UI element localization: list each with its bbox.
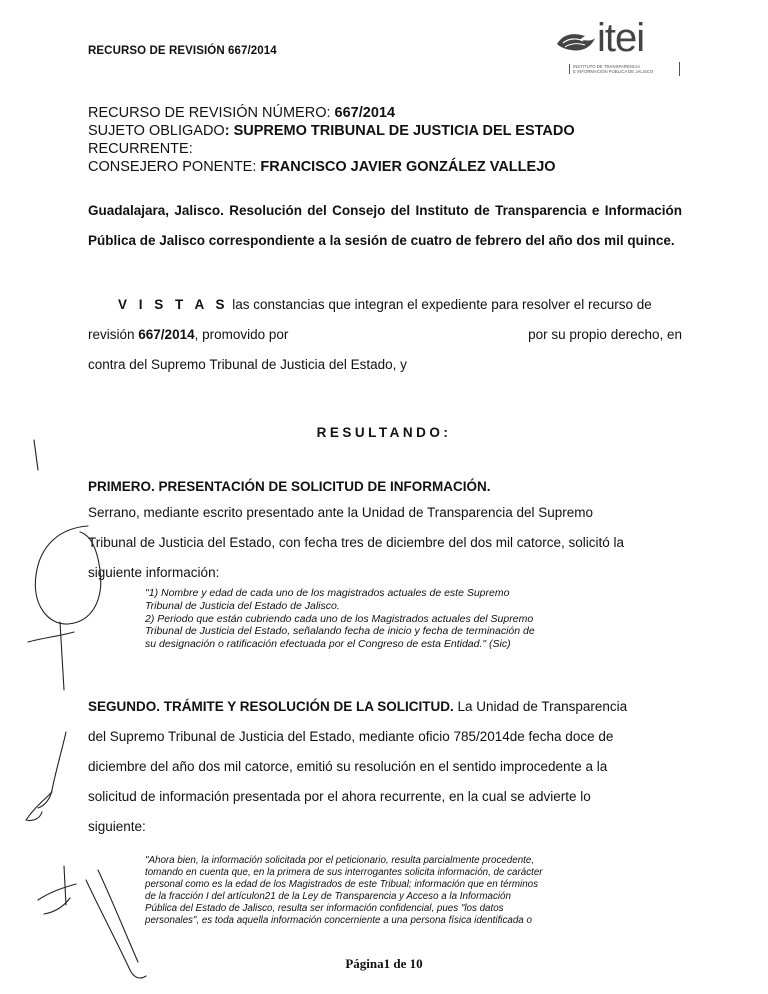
case-number-line	[88, 104, 708, 122]
quote-line: su designación o ratificación efectuada por el Congreso de esta Entidad." (Sic)	[145, 638, 511, 651]
page-total: 10	[409, 956, 423, 971]
signature-stroke	[60, 622, 64, 690]
logo-divider	[679, 62, 680, 76]
signature-stroke	[26, 812, 42, 821]
quote-line: Tribunal de Justicia del Estado, señalando fecha de inicio y fecha de terminación de	[145, 625, 535, 638]
segundo-title: SEGUNDO. TRÁMITE Y RESOLUCIÓN DE LA SOLICITUD.	[88, 699, 454, 714]
signature-stroke	[98, 870, 138, 962]
signature-stroke	[34, 440, 38, 470]
paragraph-line: del Supremo Tribunal de Justicia del Estado, mediante oficio 785/2014de fecha doce de	[88, 729, 614, 744]
quote-line: "1) Nombre y edad de cada uno de los magistrados actuales de este Supremo	[145, 587, 510, 599]
primero-quote	[145, 587, 615, 651]
case-number-value: 667/2014	[334, 105, 396, 121]
footer-text: de	[390, 956, 410, 971]
case-number-label: RECURSO DE REVISIÓN NÚMERO:	[88, 105, 335, 121]
paragraph-line: Tribunal de Justicia del Estado, con fecha tres de diciembre del dos mil catorce, solicitó la	[88, 535, 625, 550]
signature-stroke	[38, 732, 66, 808]
intro-paragraph: Guadalajara, Jalisco. Resolución del Consejo del Instituto de Transparencia e Información Pública de Jalisco correspondiente a la sesión de cuatro de febrero del año dos mil quince.	[88, 203, 682, 248]
segundo-quote	[145, 855, 615, 927]
primero-paragraph	[88, 498, 682, 588]
logo-wordmark: itei	[597, 16, 645, 60]
bird-logo-icon	[555, 28, 597, 56]
quote-line: 2) Periodo que están cubriendo cada uno de los Magistrados actuales del Supremo	[145, 612, 534, 625]
appellant-line: RECURRENTE:	[88, 141, 193, 157]
paragraph-line: solicitud de información presentada por el ahora recurrente, en la cual se advierte lo	[88, 789, 591, 804]
quote-line: tomando en cuenta que, en la primera de sus interrogantes solicita información, de carácter	[145, 867, 543, 878]
itei-logo	[555, 16, 685, 82]
vistas-text: las constancias que integran el expediente para resolver el recurso de	[232, 297, 652, 312]
paragraph-line: siguiente información:	[88, 565, 220, 580]
logo-subtitle-line: E INFORMACIÓN PÚBLICA DE JALISCO	[573, 69, 654, 74]
footer-text: Página	[345, 956, 384, 971]
vistas-text: revisión	[88, 327, 139, 342]
logo-subtitle-line: INSTITUTO DE TRANSPARENCIA	[573, 64, 641, 69]
paragraph-line: siguiente:	[88, 819, 146, 834]
quote-line: Tribunal de Justicia del Estado de Jalisco.	[145, 599, 340, 612]
vistas-text: por su propio derecho, en	[528, 327, 682, 342]
vistas-heading: V I S T A S	[118, 297, 229, 312]
subject-label: SUJETO OBLIGADO	[88, 123, 225, 139]
subject-line	[88, 122, 708, 140]
quote-line: personales", es toda aquella información concerniente a una persona física identificada o	[145, 915, 532, 926]
logo-subtitle	[569, 64, 685, 74]
signature-stroke	[38, 884, 76, 900]
vistas-text: , promovido por	[194, 327, 289, 342]
paragraph-line: Serrano, mediante escrito presentado ante la Unidad de Transparencia del Supremo	[88, 505, 594, 520]
vistas-line	[88, 320, 682, 350]
primero-title: PRIMERO. PRESENTACIÓN DE SOLICITUD DE INFORMACIÓN.	[88, 479, 491, 494]
signature-stroke	[64, 866, 66, 905]
resultando-heading: RESULTANDO:	[316, 425, 452, 440]
paragraph-line: diciembre del año dos mil catorce, emitió su resolución en el sentido improcedente a la	[88, 759, 608, 774]
segundo-paragraph	[88, 692, 682, 842]
signature-stroke	[28, 632, 74, 642]
vistas-line: contra del Supremo Tribunal de Justicia del Estado, y	[88, 357, 407, 372]
subject-value: : SUPREMO TRIBUNAL DE JUSTICIA DEL ESTADO	[224, 123, 575, 139]
quote-line: Pública del Estado de Jalisco, resulta ser información confidencial, pues "los datos	[145, 903, 504, 914]
quote-line: personal como es la edad de los Magistrados de este Tribual; información que en términos	[145, 879, 538, 890]
case-info	[88, 104, 708, 176]
vistas-line	[88, 290, 682, 320]
segundo-title-line	[88, 692, 682, 722]
header-case-label: RECURSO DE REVISIÓN 667/2014	[88, 45, 277, 57]
councillor-label: CONSEJERO PONENTE:	[88, 159, 261, 175]
councillor-value: FRANCISCO JAVIER GONZÁLEZ VALLEJO	[260, 159, 556, 175]
vistas-paragraph	[88, 290, 682, 380]
signature-stroke	[26, 792, 52, 820]
case-number-ref: 667/2014	[138, 327, 195, 342]
signature-stroke	[44, 898, 70, 914]
paragraph-text: La Unidad de Transparencia	[453, 699, 628, 714]
page-footer	[0, 956, 768, 972]
quote-line: "Ahora bien, la información solicitada por el peticionario, resulta parcialmente procedente,	[145, 855, 535, 866]
page-number: 1	[383, 956, 391, 971]
councillor-line	[88, 158, 708, 176]
quote-line: de la fracción I del artículon21 de la Ley de Transparencia y Acceso a la Información	[145, 891, 511, 902]
